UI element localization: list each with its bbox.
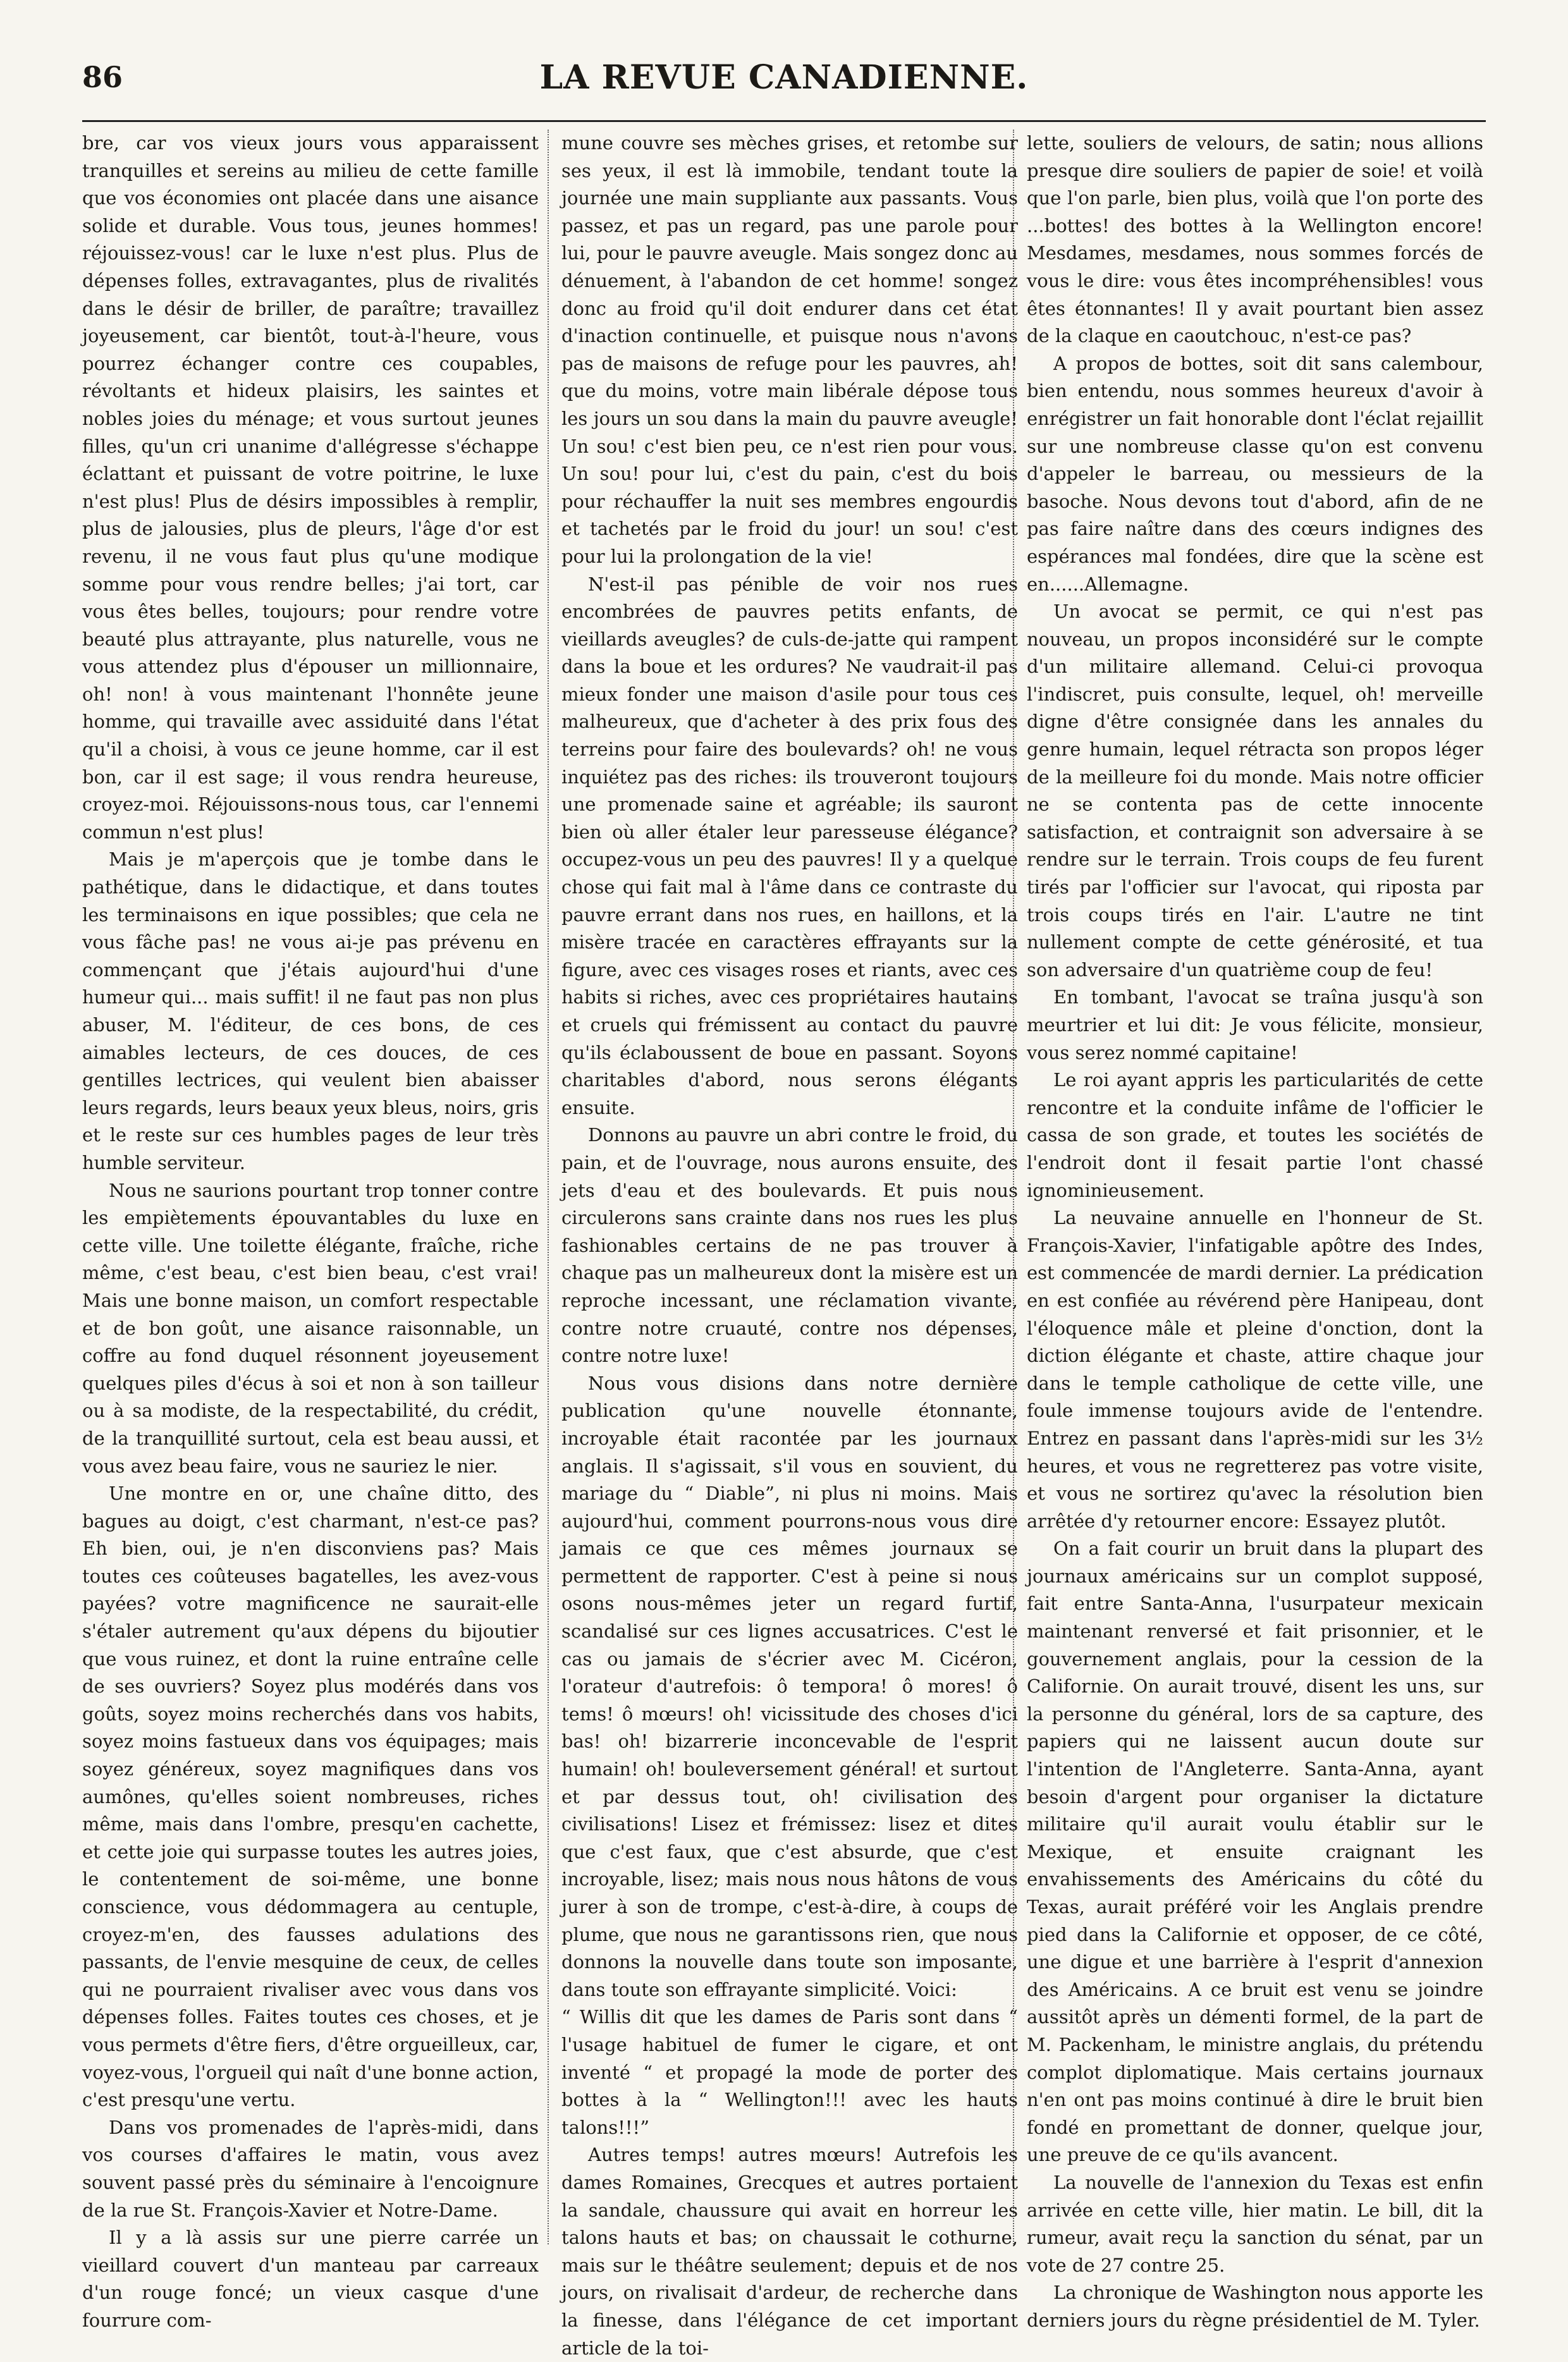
paragraph: Un avocat se permit, ce qui n'est pas nouveau, un propos inconsidéré sur le compte d'un militaire allemand. Celui-ci provoqua l'indiscret, puis consulte, lequel, oh! merveille digne d'être consignée dans les annales du genre humain, lequel rétracta son propos léger de la meilleure foi du monde. Mais notre officier ne se contenta pas de cette innocente satisfaction, et contraignit son adversaire à se rendre sur le terrain. Trois coups de feu furent tirés par l'officier sur l'avocat, qui riposta par trois coups tirés en l'air. L'autre ne tint nullement compte de cette générosité, et tua son adversaire d'un quatrième coup de feu! bbox=[1027, 601, 1483, 981]
header-rule bbox=[82, 120, 1486, 122]
page-title: LA REVUE CANADIENNE. bbox=[539, 58, 1029, 97]
quotation: “ Willis dit que les dames de Paris sont dans “ l'usage habituel de fumer le cigare, et ont inventé “ et propagé la mode de porter des bottes à la “ Wellington!!! avec les hauts talons!!!” bbox=[561, 2006, 1018, 2138]
paragraph: Le roi ayant appris les particularités de cette rencontre et la conduite infâme de l'officier le cassa de son grade, et toutes les sociétés de l'endroit dont il fesait partie l'ont chassé ignominieusement. bbox=[1027, 1069, 1483, 1201]
paragraph: La neuvaine annuelle en l'honneur de St. François-Xavier, l'infatigable apôtre des Indes, est commencée de mardi dernier. La prédication en est confiée au révérend père Hanipeau, dont l'éloquence mâle et pleine d'onction, dont la diction élégante et chaste, attire chaque jour dans le temple catholique de cette ville, une foule immense toujours avide de l'entendre. Entrez en passant dans l'après-midi sur les 3½ heures, et vous ne regretterez pas votre visite, et vous ne sortirez qu'avec la résolution bien arrêtée d'y retourner encore: Essayez plutôt. bbox=[1027, 1207, 1483, 1532]
paragraph: Donnons au pauvre un abri contre le froid, du pain, et de l'ouvrage, nous aurons ensuite, des jets d'eau et des boulevards. Et puis nous circulerons sans crainte dans nos rues les plus fashionables certains de ne pas trouver à chaque pas un malheureux dont la misère est un reproche incessant, une réclamation vivante, contre notre cruauté, contre nos dépenses, contre notre luxe! bbox=[561, 1124, 1018, 1367]
column-divider bbox=[548, 130, 549, 2244]
paragraph: En tombant, l'avocat se traîna jusqu'à son meurtrier et lui dit: Je vous félicite, monsieur, vous serez nommé capitaine! bbox=[1027, 986, 1483, 1063]
paragraph: N'est-il pas pénible de voir nos rues encombrées de pauvres petits enfants, de vieillards aveugles? de culs-de-jatte qui rampent dans la boue et les ordures? Ne vaudrait-il pas mieux fonder une maison d'asile pour tous ces malheureux, que d'acheter à des prix fous des terreins pour faire des boulevards? oh! ne vous inquiétez pas des riches: ils trouveront toujours une promenade saine et agréable; ils sauront bien où aller étaler leur paresseuse élégance? occupez-vous un peu des pauvres! Il y a quelque chose qui fait mal à l'âme dans ce contraste du pauvre errant dans nos rues, en haillons, et la misère tracée en caractères effrayants sur la figure, avec ces visages roses et riants, avec ces habits si riches, avec ces propriétaires hautains et cruels qui frémissent au contact du pauvre qu'ils éclaboussent de boue en passant. Soyons charitables d'abord, nous serons élégants ensuite. bbox=[561, 573, 1018, 1118]
paragraph: Une montre en or, une chaîne ditto, des bagues au doigt, c'est charmant, n'est-ce pas? Eh bien, oui, je n'en disconviens pas? Mais toutes ces coûteuses bagatelles, les avez-vous payées? votre magnificence ne saurait-elle s'étaler autrement qu'aux dépens du bijoutier que vous ruinez, et dont la ruine entraîne celle de ses ouvriers? Soyez plus modérés dans vos goûts, soyez moins recherchés dans vos habits, soyez moins fastueux dans vos équipages; mais soyez généreux, soyez magnifiques dans vos aumônes, qu'elles soient nombreuses, riches même, mais dans l'ombre, presqu'en cachette, et cette joie qui surpasse toutes les autres joies, le contentement de soi-même, une bonne conscience, vous dédommagera au centuple, croyez-m'en, des fausses adulations des passants, de l'envie mesquine de ceux, de celles qui ne pourraient rivaliser avec vous dans vos dépenses folles. Faites toutes ces choses, et je vous permets d'être fiers, d'être orgueilleux, car, voyez-vous, l'orgueil qui naît d'une bonne action, c'est presqu'une vertu. bbox=[82, 1483, 539, 2111]
paragraph: On a fait courir un bruit dans la plupart des journaux américains sur un complot supposé, fait entre Santa-Anna, l'usurpateur mexicain maintenant renversé et fait prisonnier, et le gouvernement anglais, pour la cession de la Californie. On aurait trouvé, disent les uns, sur la personne du général, lors de sa capture, des papiers qui ne laissent aucun doute sur l'intention de l'Angleterre. Santa-Anna, ayant besoin d'argent pour organiser la dictature militaire qu'il aurait voulu établir sur le Mexique, et ensuite craignant les envahissements des Américains du côté du Texas, aurait préféré voir les Anglais prendre pied dans la Californie et opposer, de ce côté, une digue et une barrière à l'esprit d'annexion des Américains. A ce bruit est venu se joindre aussitôt après un démenti formel, de la part de M. Packenham, le ministre anglais, du prétendu complot diplomatique. Mais certains journaux n'en ont pas moins continué à dire le bruit bien fondé en promettant de donner, quelque jour, une preuve de ce qu'ils avancent. bbox=[1027, 1538, 1483, 2166]
paragraph: La chronique de Washington nous apporte les derniers jours du règne présidentiel de M. Tyler. bbox=[1027, 2282, 1483, 2331]
paragraph: Dans vos promenades de l'après-midi, dans vos courses d'affaires le matin, vous avez souvent passé près du séminaire à l'encoignure de la rue St. François-Xavier et Notre-Dame. bbox=[82, 2116, 539, 2221]
text-column-3 bbox=[1027, 130, 1483, 2331]
paragraph: Nous vous disions dans notre dernière publication qu'une nouvelle étonnante, incroyable était racontée par les journaux anglais. Il s'agissait, s'il vous en souvient, du mariage du “ Diable”, ni plus ni moins. Mais aujourd'hui, comment pourrons-nous vous dire jamais ce que ces mêmes journaux se permettent de rapporter. C'est à peine si nous osons nous-mêmes jeter un regard furtif, scandalisé sur ces lignes accusatrices. C'est le cas ou jamais de s'écrier avec M. Cicéron, l'orateur d'autrefois: ô tempora! ô mores! ô tems! ô mœurs! oh! vicissitude des choses d'ici bas! oh! bizarrerie inconcevable de l'esprit humain! oh! bouleversement général! et surtout et par dessus tout, oh! civilisation des civilisations! Lisez et frémissez: lisez et dites que c'est faux, que c'est absurde, que c'est incroyable, lisez; mais nous nous hâtons de vous jurer à son de trompe, c'est-à-dire, à coups de plume, que nous ne garantissons rien, que nous donnons la nouvelle dans toute son imposante, dans toute son effrayante simplicité. Voici: bbox=[561, 1372, 1018, 2000]
paragraph: lette, souliers de velours, de satin; nous allions presque dire souliers de papier de soie! et voilà que l'on parle, bien plus, voilà que l'on porte des ...bottes! des bottes à la Wellington encore! Mesdames, mesdames, nous sommes forcés de vous le dire: vous êtes incompréhensibles! vous êtes étonnantes! Il y avait pourtant bien assez de la claque en caoutchouc, n'est-ce pas? bbox=[1027, 132, 1483, 347]
text-column-1 bbox=[82, 130, 539, 2331]
paragraph: Nous ne saurions pourtant trop tonner contre les empiètements épouvantables du luxe en cette ville. Une toilette élégante, fraîche, riche même, c'est beau, c'est bien beau, c'est vrai! Mais une bonne maison, un comfort respectable et de bon goût, une aisance raisonnable, un coffre au fond duquel résonnent joyeusement quelques piles d'écus à soi et non à son tailleur ou à sa modiste, de la respectabilité, du crédit, de la tranquillité surtout, cela est beau aussi, et vous avez beau faire, vous ne sauriez le nier. bbox=[82, 1179, 539, 1477]
paragraph: bre, car vos vieux jours vous apparaissent tranquilles et sereins au milieu de cette famille que vos économies ont placée dans une aisance solide et durable. Vous tous, jeunes hommes! réjouissez-vous! car le luxe n'est plus. Plus de dépenses folles, extravagantes, plus de rivalités dans le désir de briller, de paraître; travaillez joyeusement, car bientôt, tout-à-l'heure, vous pourrez échanger contre ces coupables, révoltants et hideux plaisirs, les saintes et nobles joies du ménage; et vous surtout jeunes filles, qu'un cri unanime d'allégresse s'échappe éclattant et puissant de votre poitrine, le luxe n'est plus! Plus de désirs impossibles à remplir, plus de jalousies, plus de pleurs, l'âge d'or est revenu, il ne vous faut plus qu'une modique somme pour vous rendre belles; j'ai tort, car vous êtes belles, toujours; pour rendre votre beauté plus attrayante, plus naturelle, vous ne vous attendez plus d'épouser un millionnaire, oh! non! à vous maintenant l'honnête jeune homme, qui travaille avec assiduité dans l'état qu'il a choisi, à vous ce jeune homme, car il est bon, car il est sage; il vous rendra heureuse, croyez-moi. Réjouissons-nous tous, car l'ennemi commun n'est plus! bbox=[82, 132, 539, 843]
paragraph: La nouvelle de l'annexion du Texas est enfin arrivée en cette ville, hier matin. Le bill, dit la rumeur, avait reçu la sanction du sénat, par un vote de 27 contre 25. bbox=[1027, 2171, 1483, 2276]
page-number: 86 bbox=[82, 60, 123, 94]
paragraph: Autres temps! autres mœurs! Autrefois les dames Romaines, Grecques et autres portaient la sandale, chaussure qui avait en horreur les talons hauts et bas; on chaussait le cothurne, mais sur le théâtre seulement; depuis et de nos jours, on rivalisait d'ardeur, de recherche dans la finesse, dans l'élégance de cet important article de la toi- bbox=[561, 2144, 1018, 2359]
paragraph: Il y a là assis sur une pierre carrée un vieillard couvert d'un manteau par carreaux d'un rouge foncé; un vieux casque d'une fourrure com- bbox=[82, 2227, 539, 2331]
paragraph: A propos de bottes, soit dit sans calembour, bien entendu, nous sommes heureux d'avoir à enrégistrer un fait honorable dont l'éclat rejaillit sur une nombreuse classe qu'on est convenu d'appeler le barreau, ou messieurs de la basoche. Nous devons tout d'abord, afin de ne pas faire naître dans des cœurs indignes des espérances mal fondées, dire que la scène est en......Allemagne. bbox=[1027, 352, 1483, 595]
paragraph: mune couvre ses mèches grises, et retombe sur ses yeux, il est là immobile, tendant toute la journée une main suppliante aux passants. Vous passez, et pas un regard, pas une parole pour lui, pour le pauvre aveugle. Mais songez donc au dénuement, à l'abandon de cet homme! songez donc au froid qu'il doit endurer dans cet état d'inaction continuelle, et puisque nous n'avons pas de maisons de refuge pour les pauvres, ah! que du moins, votre main libérale dépose tous les jours un sou dans la main du pauvre aveugle! Un sou! c'est bien peu, ce n'est rien pour vous. Un sou! pour lui, c'est du pain, c'est du bois pour réchauffer la nuit ses membres engourdis et tachetés par le froid du jour! un sou! c'est pour lui la prolongation de la vie! bbox=[561, 132, 1018, 567]
paragraph: Mais je m'aperçois que je tombe dans le pathétique, dans le didactique, et dans toutes les terminaisons en ique possibles; que cela ne vous fâche pas! ne vous ai-je pas prévenu en commençant que j'étais aujourd'hui d'une humeur qui... mais suffit! il ne faut pas non plus abuser, M. l'éditeur, de ces bons, de ces aimables lecteurs, de ces douces, de ces gentilles lectrices, qui veulent bien abaisser leurs regards, leurs beaux yeux bleus, noirs, gris et le reste sur ces humbles pages de leur très humble serviteur. bbox=[82, 848, 539, 1173]
text-column-2 bbox=[561, 130, 1018, 2359]
